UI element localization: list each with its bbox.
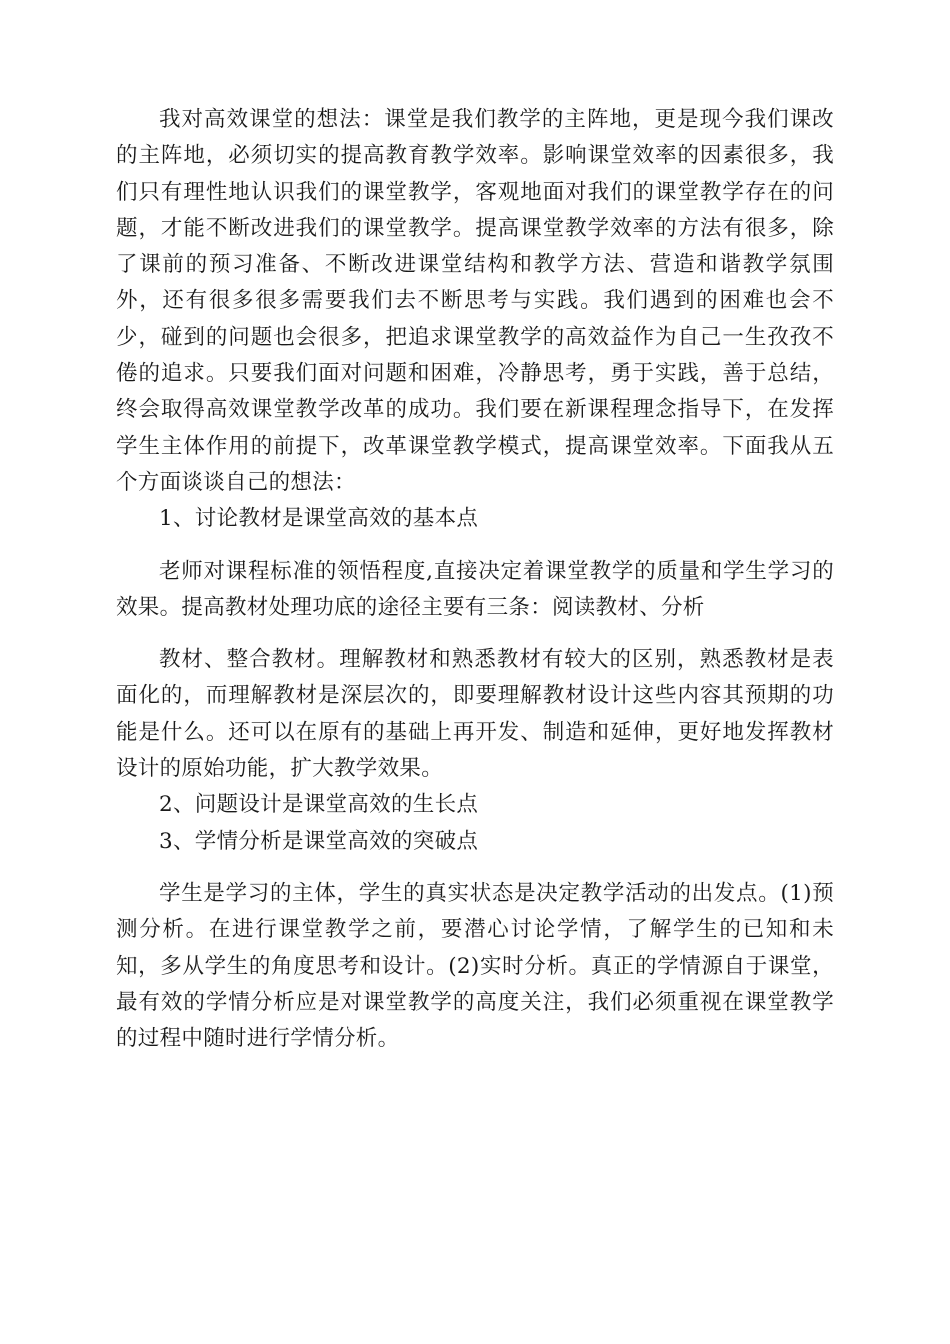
section-1-paragraph-b: 教材、整合教材。理解教材和熟悉教材有较大的区别，熟悉教材是表面化的，而理解教材是深层次的，即要理解教材设计这些内容其预期的功能是什么。还可以在原有的基础上再开发、制造和延伸，更好地发挥教材设计的原始功能，扩大教学效果。 bbox=[116, 647, 834, 782]
section-3-paragraph: 学生是学习的主体，学生的真实状态是决定教学活动的出发点。(1)预测分析。在进行课堂教学之前，要潜心讨论学情，了解学生的已知和未知，多从学生的角度思考和设计。(2)实时分析。真正的学情源自于课堂，最有效的学情分析应是对课堂教学的高度关注，我们必须重视在课堂教学的过程中随时进行学情分析。 bbox=[116, 880, 834, 1052]
intro-paragraph: 我对高效课堂的想法：课堂是我们教学的主阵地，更是现今我们课改的主阵地，必须切实的提高教育教学效率。影响课堂效率的因素很多，我们只有理性地认识我们的课堂教学，客观地面对我们的课堂教学存在的问题，才能不断改进我们的课堂教学。提高课堂教学效率的方法有很多，除了课前的预习准备、不断改进课堂结构和教学方法、营造和谐教学氛围外，还有很多很多需要我们去不断思考与实践。我们遇到的困难也会不少，碰到的问题也会很多，把追求课堂教学的高效益作为自己一生孜孜不倦的追求。只要我们面对问题和困难，冷静思考，勇于实践，善于总结，终会取得高效课堂教学改革的成功。我们要在新课程理念指导下，在发挥学生主体作用的前提下，改革课堂教学模式，提高课堂效率。下面我从五个方面谈谈自己的想法： bbox=[116, 107, 834, 495]
section-heading-3: 3、学情分析是课堂高效的突破点 bbox=[159, 828, 479, 854]
section-heading-2: 2、问题设计是课堂高效的生长点 bbox=[159, 792, 479, 818]
section-1-paragraph-a: 老师对课程标准的领悟程度,直接决定着课堂教学的质量和学生学习的效果。提高教材处理功底的途径主要有三条：阅读教材、分析 bbox=[116, 558, 834, 620]
document-page bbox=[116, 102, 834, 1057]
section-heading-1: 1、讨论教材是课堂高效的基本点 bbox=[159, 506, 479, 532]
